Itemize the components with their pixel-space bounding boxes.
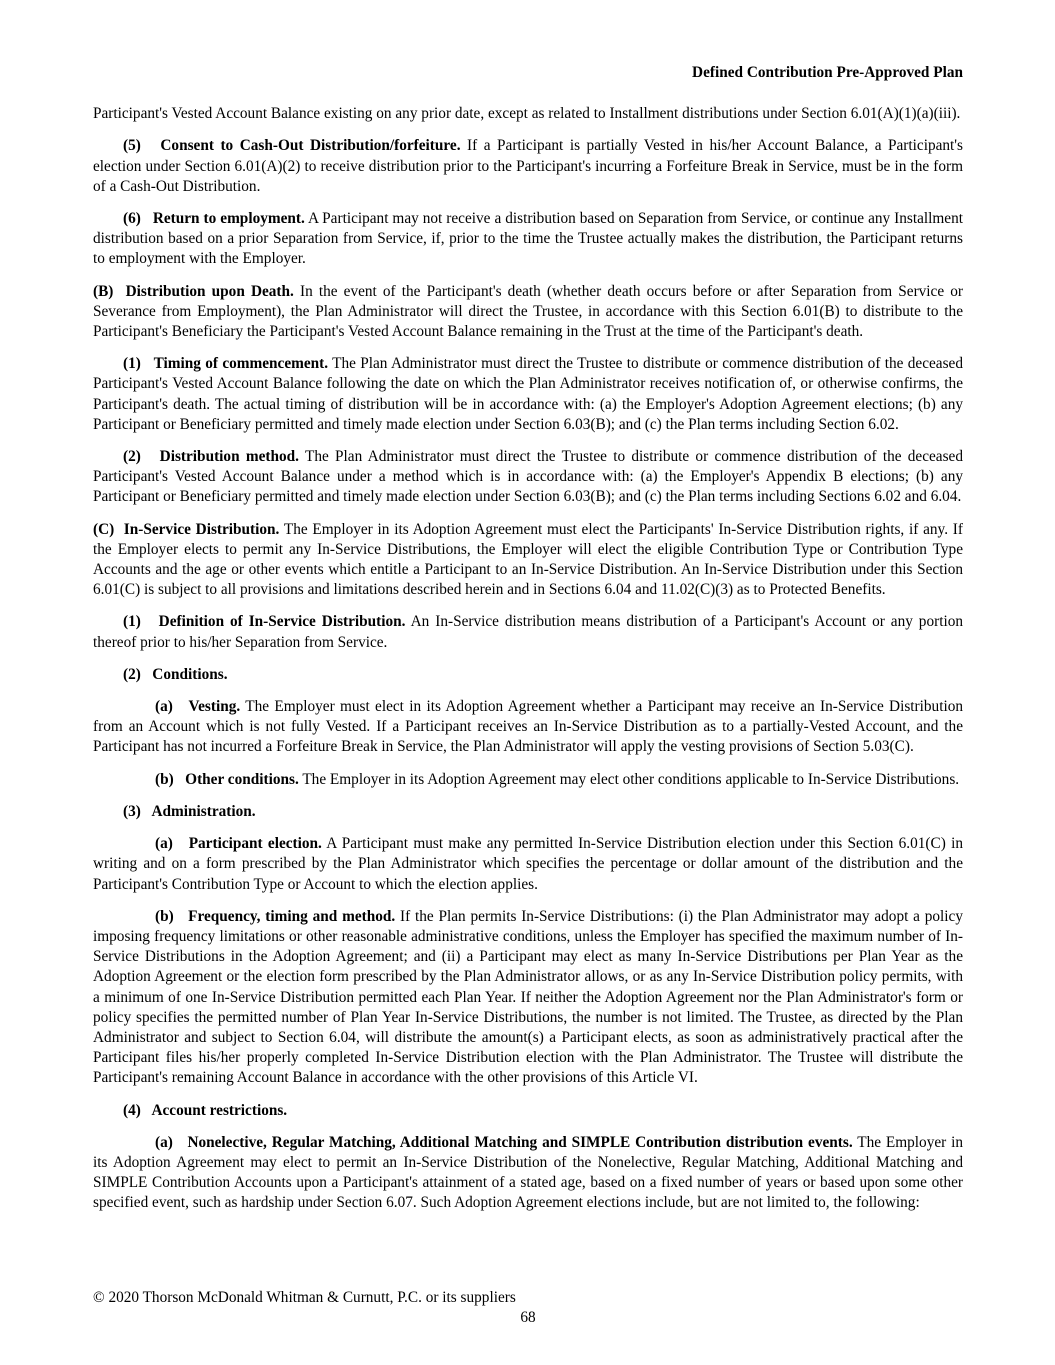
paragraph	[93, 1133, 963, 1214]
paragraph-text: The Employer in its Adoption Agreement may elect to permit an In-Service Distribution of the Nonelective, Regular Matching, Additional Matching and SIMPLE Contribution Accounts upon a Participant's attainment of a stated age, based on a fixed number of years or based upon some other specified event, such as hardship under Section 6.07. Such Adoption Agreement elections include, but are not limited to, the following:	[93, 1133, 964, 1212]
paragraph-text: If the Plan permits In-Service Distributions: (i) the Plan Administrator may adopt a policy imposing frequency limitations or other reasonable administrative conditions, unless the Employer has specified the maximum number of In-Service Distributions in the Adoption Agreement; and (ii) a Participant may elect as many In-Service Distributions per Plan Year as the Adoption Agreement or the election form prescribed by the Plan Administrator allows, or as any In-Service Distribution policy permits, with a minimum of one In-Service Distribution permitted each Plan Year. If neither the Adoption Agreement nor the Plan Administrator's form or policy specifies the permitted number of Plan Year In-Service Distributions, the number is not limited. The Trustee, as directed by the Plan Administrator and subject to Section 6.04, will distribute the amount(s) a Participant elects, as soon as administratively practical after the Participant files his/her properly completed In-Service Distribution election with the Plan Administrator. The Trustee will distribute the Participant's remaining Account Balance in accordance with the other provisions of this Article VI.	[93, 907, 963, 1087]
copyright-line: © 2020 Thorson McDonald Whitman & Curnutt, P.C. or its suppliers	[93, 1289, 516, 1306]
paragraph	[93, 282, 963, 343]
paragraph	[93, 697, 963, 758]
paragraph-lead: (5) Consent to Cash-Out Distribution/forfeiture.	[123, 137, 461, 155]
paragraph	[93, 1101, 963, 1121]
paragraph-lead: (B) Distribution upon Death.	[93, 282, 294, 300]
page-number: 68	[520, 1309, 536, 1327]
paragraph-lead: (2) Distribution method.	[123, 448, 299, 466]
paragraph-text: The Plan Administrator must direct the Trustee to distribute or commence distribution of the deceased Participant's Vested Account Balance following the date on which the Plan Administrator receives notification of, or otherwise confirms, the Participant's death. The actual timing of distribution will be in accordance with: (a) the Employer's Adoption Agreement elections; (b) any Participant or Beneficiary permitted and timely made election under Section 6.03(B); and (c) the Plan terms including Section 6.02.	[93, 355, 963, 433]
paragraph-text: The Employer in its Adoption Agreement may elect other conditions applicable to In-Service Distributions.	[298, 770, 960, 788]
paragraph-lead: (2) Conditions.	[123, 665, 228, 683]
paragraph-lead: (b) Other conditions.	[155, 770, 299, 788]
paragraph	[93, 354, 963, 435]
paragraph	[93, 834, 963, 895]
paragraph-text: The Employer in its Adoption Agreement must elect the Participants' In-Service Distribution rights, if any. If the Employer elects to permit any In-Service Distributions, the Employer will elect the eligible Contribution Type or Contribution Type Accounts and the age or other events which entitle a Participant to an In-Service Distribution. An In-Service Distribution under this Section 6.01(C) is subject to all provisions and limitations described herein and in Sections 6.04 and 11.02(C)(3) as to Protected Benefits.	[93, 520, 963, 599]
paragraph	[93, 612, 963, 652]
paragraph	[93, 802, 963, 822]
paragraph	[93, 907, 963, 1089]
paragraph-lead: (C) In-Service Distribution.	[93, 520, 280, 538]
paragraph-text: The Plan Administrator must direct the Trustee to distribute or commence distribution of the deceased Participant's Vested Account Balance under a method which is in accordance with: (a) the Employer's Appendix B elections; (b) any Participant or Beneficiary permitted and timely made election under Section 6.03(B); and (c) the Plan terms including Sections 6.02 and 6.04.	[93, 448, 963, 506]
paragraph-lead: (6) Return to employment.	[123, 210, 305, 228]
paragraph-lead: (4) Account restrictions.	[123, 1101, 288, 1119]
paragraph-lead: (b) Frequency, timing and method.	[155, 907, 396, 925]
paragraph	[93, 770, 963, 790]
paragraph-text: In the event of the Participant's death (whether death occurs before or after Separation from Service or Severance from Employment), the Plan Administrator will direct the Trustee, in accordance with this Section 6.01(B) to distribute to the Participant's Beneficiary the Participant's Vested Account Balance remaining in the Trust at the time of the Participant's death.	[93, 282, 963, 341]
paragraph-text: A Participant may not receive a distribution based on Separation from Service, or continue any Installment distribution based on a prior Separation from Service, if, prior to the time the Trustee actually makes the distribution, the Participant returns to employment with the Employer.	[93, 210, 963, 268]
document-body	[93, 104, 963, 1213]
paragraph-text: An In-Service distribution means distribution of a Participant's Account or any portion thereof prior to his/her Separation from Service.	[93, 613, 963, 651]
paragraph	[93, 520, 963, 601]
document-title: Defined Contribution Pre-Approved Plan	[692, 64, 963, 81]
paragraph-lead: (a) Participant election.	[155, 835, 322, 853]
paragraph-lead: (1) Timing of commencement.	[123, 355, 329, 373]
paragraph	[93, 104, 963, 124]
paragraph-text: The Employer must elect in its Adoption Agreement whether a Participant may receive an In-Service Distribution from an Account which is not fully Vested. If a Participant receives an In-Service Distribution as to a partially-Vested Account, and the Participant has not incurred a Forfeiture Break in Service, the Plan Administrator will apply the vesting provisions of Section 5.03(C).	[93, 698, 963, 756]
page-footer	[93, 1288, 963, 1328]
paragraph-text: If a Participant is partially Vested in his/her Account Balance, a Participant's election under Section 6.01(A)(2) to receive distribution prior to the Participant's incurring a Forfeiture Break in Service, must be in the form of a Cash-Out Distribution.	[93, 137, 963, 195]
paragraph-lead: (a) Vesting.	[155, 698, 241, 716]
paragraph	[93, 665, 963, 685]
paragraph	[93, 136, 963, 197]
paragraph-lead: (3) Administration.	[123, 802, 256, 820]
paragraph-text: A Participant must make any permitted In-Service Distribution election under this Section 6.01(C) in writing and on a form prescribed by the Plan Administrator which specifies the percentage or dollar amount of the distribution and the Participant's Contribution Type or Account to which the election applies.	[93, 835, 963, 893]
paragraph	[93, 209, 963, 270]
paragraph-lead: (a) Nonelective, Regular Matching, Additional Matching and SIMPLE Contribution distribution events.	[155, 1133, 853, 1151]
paragraph	[93, 447, 963, 508]
page-header	[93, 63, 963, 83]
paragraph-text: Participant's Vested Account Balance existing on any prior date, except as related to Installment distributions under Section 6.01(A)(1)(a)(iii).	[93, 105, 961, 123]
paragraph-lead: (1) Definition of In-Service Distribution.	[123, 613, 406, 631]
